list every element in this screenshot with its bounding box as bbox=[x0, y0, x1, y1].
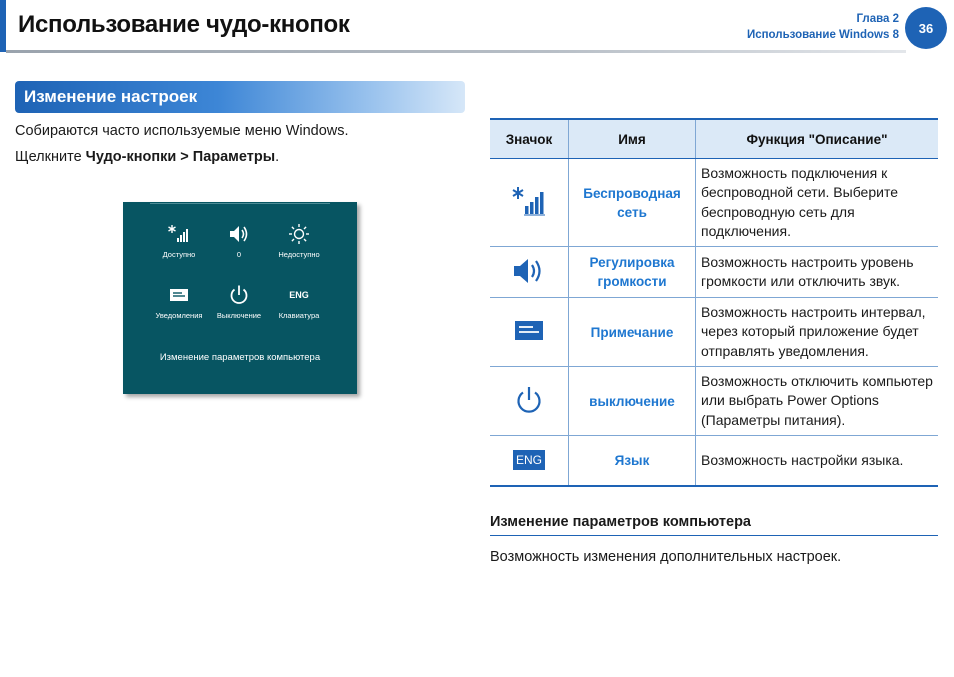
keyboard-icon bbox=[264, 282, 334, 308]
subsection-text: Возможность изменения дополнительных настроек. bbox=[490, 549, 842, 565]
page-title: Использование чудо-кнопок bbox=[18, 11, 350, 38]
name-cell: Примечание bbox=[569, 298, 696, 367]
name-cell: Язык bbox=[569, 436, 696, 486]
volume-icon bbox=[512, 273, 546, 289]
description-cell: Возможность подключения к беспроводной сети. Выберите беспроводную сеть для подключения. bbox=[696, 159, 939, 247]
column-header-icon: Значок bbox=[490, 119, 569, 159]
power-icon bbox=[514, 402, 544, 418]
icon-cell bbox=[490, 367, 569, 436]
icon-cell bbox=[490, 159, 569, 247]
title-divider bbox=[6, 50, 906, 53]
table-row bbox=[490, 436, 938, 486]
table-row bbox=[490, 247, 938, 298]
charm-item-label: Недоступно bbox=[278, 250, 320, 259]
column-header-name: Имя bbox=[569, 119, 696, 159]
section-heading: Изменение настроек bbox=[15, 81, 465, 113]
keyboard-glyph: ENG bbox=[289, 290, 309, 300]
description-cell: Возможность настроить уровень громкости или отключить звук. bbox=[696, 247, 939, 298]
description-cell: Возможность настройки языка. bbox=[696, 436, 939, 486]
table-header-row bbox=[490, 119, 938, 159]
chapter-info bbox=[747, 11, 899, 43]
intro-line-2-path: Чудо-кнопки > Параметры bbox=[85, 149, 276, 165]
charm-item-label: Уведомления bbox=[155, 311, 203, 320]
table-row bbox=[490, 159, 938, 247]
language-glyph: ENG bbox=[515, 453, 542, 468]
intro-line-2 bbox=[15, 149, 279, 165]
intro-line-2-suffix: . bbox=[275, 149, 280, 165]
icon-cell bbox=[490, 247, 569, 298]
charm-keyboard-item[interactable] bbox=[264, 282, 334, 320]
name-cell: выключение bbox=[569, 367, 696, 436]
charm-item-label: Выключение bbox=[216, 311, 262, 320]
language-icon bbox=[513, 450, 545, 470]
chapter-label: Глава 2 bbox=[856, 13, 899, 25]
icon-cell bbox=[490, 436, 569, 486]
intro-line-1: Собираются часто используемые меню Windows. bbox=[15, 123, 349, 139]
brightness-icon bbox=[264, 221, 334, 247]
subsection-heading: Изменение параметров компьютера bbox=[490, 514, 938, 536]
page-number-badge: 36 bbox=[905, 7, 947, 49]
notifications-icon bbox=[514, 329, 544, 345]
chapter-subtitle: Использование Windows 8 bbox=[746, 29, 899, 41]
column-header-description: Функция "Описание" bbox=[696, 119, 939, 159]
header-accent-bar bbox=[0, 0, 6, 52]
wireless-icon bbox=[512, 203, 546, 219]
charm-brightness-item[interactable] bbox=[264, 221, 334, 259]
charm-settings-panel bbox=[123, 202, 357, 394]
panel-divider bbox=[150, 203, 330, 204]
name-cell: Беспроводная сеть bbox=[569, 159, 696, 247]
charm-item-label: 0 bbox=[236, 250, 242, 259]
description-cell: Возможность настроить интервал, через который приложение будет отправлять уведомления. bbox=[696, 298, 939, 367]
name-cell: Регулировка громкости bbox=[569, 247, 696, 298]
charm-item-label: Доступно bbox=[162, 250, 196, 259]
pc-settings-link[interactable]: Изменение параметров компьютера bbox=[159, 352, 321, 363]
icon-cell bbox=[490, 298, 569, 367]
charm-item-label: Клавиатура bbox=[278, 311, 320, 320]
table-row bbox=[490, 298, 938, 367]
description-cell: Возможность отключить компьютер или выбрать Power Options (Параметры питания). bbox=[696, 367, 939, 436]
table-row bbox=[490, 367, 938, 436]
intro-line-2-prefix: Щелкните bbox=[15, 149, 86, 165]
charm-settings-table bbox=[490, 118, 938, 487]
